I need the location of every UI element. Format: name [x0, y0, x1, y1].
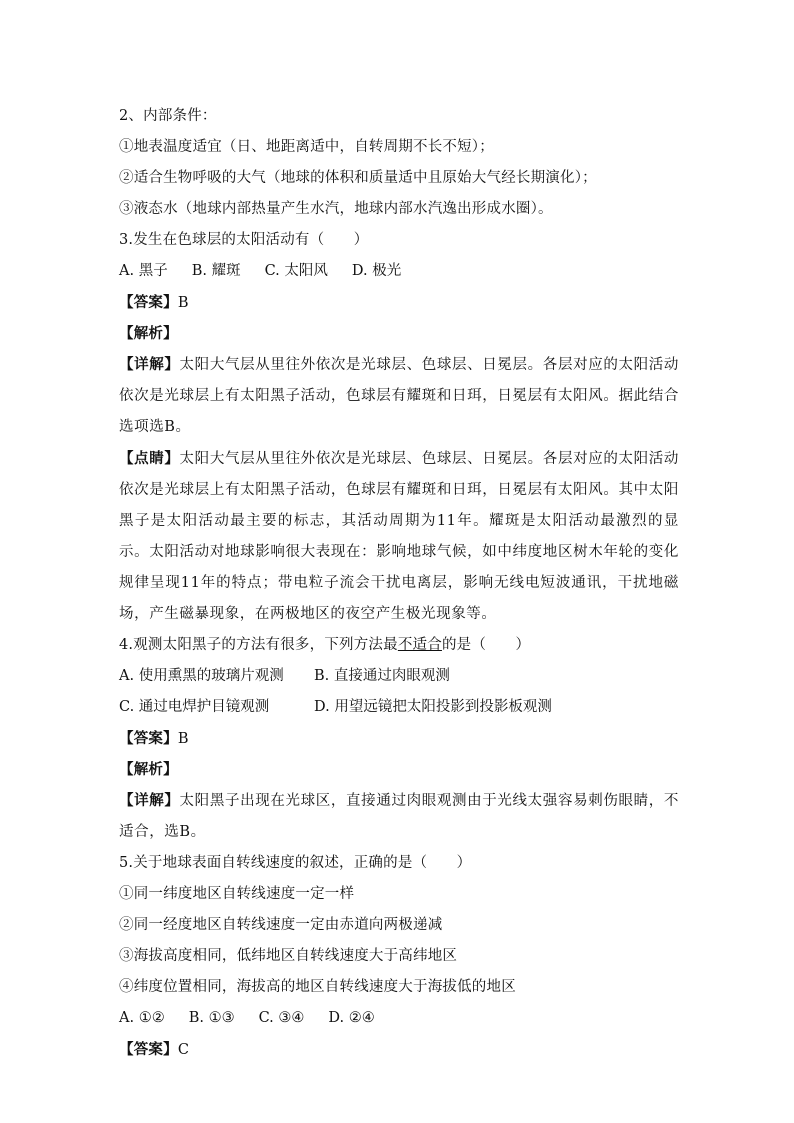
detail-text: 太阳大气层从里往外依次是光球层、色球层、日冕层。各层对应的太阳活动依次是光球层上有太阳黑子活动，色球层有耀斑和日珥，日冕层有太阳风。据此结合选项选B。: [119, 357, 679, 435]
option-b: B. 耀斑: [191, 263, 241, 279]
option-a: A. 使用熏黑的玻璃片观测: [119, 668, 284, 684]
point-tag: 【点睛】: [119, 450, 180, 467]
question-4-stem: [119, 630, 679, 661]
option-a: A. ①②: [119, 1010, 165, 1026]
option-b: B. 直接通过肉眼观测: [314, 668, 450, 684]
answer-value: C: [177, 1042, 190, 1058]
statement-item: ①同一纬度地区自转线速度一定一样: [119, 886, 355, 902]
detail-text: 太阳黑子出现在光球区，直接通过肉眼观测由于光线太强容易刺伤眼睛，不适合，选B。: [119, 793, 679, 840]
question-4-options-row-1: [119, 661, 679, 692]
question-4-answer: [119, 723, 679, 754]
analysis-tag: 【解析】: [119, 761, 178, 778]
option-a: A. 黑子: [119, 263, 168, 279]
analysis-tag: 【解析】: [119, 325, 178, 342]
condition-item: ③液态水（地球内部热量产生水汽，地球内部水汽逸出形成水圈）。: [119, 201, 553, 217]
option-d: D. ②④: [328, 1010, 375, 1026]
statement-item: ③海拔高度相同，低纬地区自转线速度大于高纬地区: [119, 948, 458, 964]
answer-value: B: [177, 295, 189, 311]
statement-item: ④纬度位置相同，海拔高的地区自转线速度大于海拔低的地区: [119, 979, 516, 995]
condition-item: ②适合生物呼吸的大气（地球的体积和质量适中且原始大气经长期演化）；: [119, 170, 597, 186]
question-5-stem: 5.关于地球表面自转线速度的叙述，正确的是（ ）: [119, 855, 472, 871]
question-4-detail: [119, 785, 679, 848]
detail-tag: 【详解】: [119, 356, 180, 373]
question-3-analysis: [119, 318, 679, 349]
document-content: [119, 101, 679, 1065]
question-4-analysis: [119, 754, 679, 785]
question-3-answer: [119, 287, 679, 318]
point-text: 太阳大气层从里往外依次是光球层、色球层、日冕层。各层对应的太阳活动依次是光球层上有太阳黑子活动，色球层有耀斑和日珥，日冕层有太阳风。其中太阳黑子是太阳活动最主要的标志，其活动周期为11年。耀斑是太阳活动最激烈的显示。太阳活动对地球影响很大表现在：影响地球气候，如中纬度地区树木年轮的变化规律呈现11年的特点；带电粒子流会干扰电离层，影响无线电短波通讯，干扰地磁场，产生磁暴现象，在两极地区的夜空产生极光现象等。: [119, 451, 679, 622]
question-3-options: [119, 256, 679, 287]
question-5-answer: [119, 1034, 679, 1065]
answer-value: B: [177, 731, 189, 747]
detail-tag: 【详解】: [119, 792, 180, 809]
option-d: D. 极光: [351, 263, 402, 279]
answer-tag: 【答案】: [119, 294, 178, 311]
option-b: B. ①③: [188, 1010, 235, 1026]
option-c: C. 太阳风: [264, 263, 328, 279]
option-c: C. ③④: [258, 1010, 305, 1026]
question-3-point: [119, 443, 679, 630]
stem-underlined: 不适合: [397, 637, 442, 653]
option-d: D. 用望远镜把太阳投影到投影板观测: [314, 699, 552, 715]
answer-tag: 【答案】: [119, 1041, 178, 1058]
answer-tag: 【答案】: [119, 730, 178, 747]
question-3-stem: 3.发生在色球层的太阳活动有（ ）: [119, 232, 369, 248]
question-3-detail: [119, 349, 679, 443]
statement-item: ②同一经度地区自转线速度一定由赤道向两极递减: [119, 917, 443, 933]
question-5-options: [119, 1003, 679, 1034]
option-c: C. 通过电焊护目镜观测: [119, 699, 270, 715]
condition-item: ①地表温度适宜（日、地距离适中，自转周期不长不短）；: [119, 139, 494, 155]
stem-before: 4.观测太阳黑子的方法有很多，下列方法最: [119, 637, 398, 653]
question-4-options-row-2: [119, 692, 679, 723]
section-heading: 2、内部条件：: [119, 108, 217, 124]
stem-after: 的是（ ）: [441, 637, 531, 653]
